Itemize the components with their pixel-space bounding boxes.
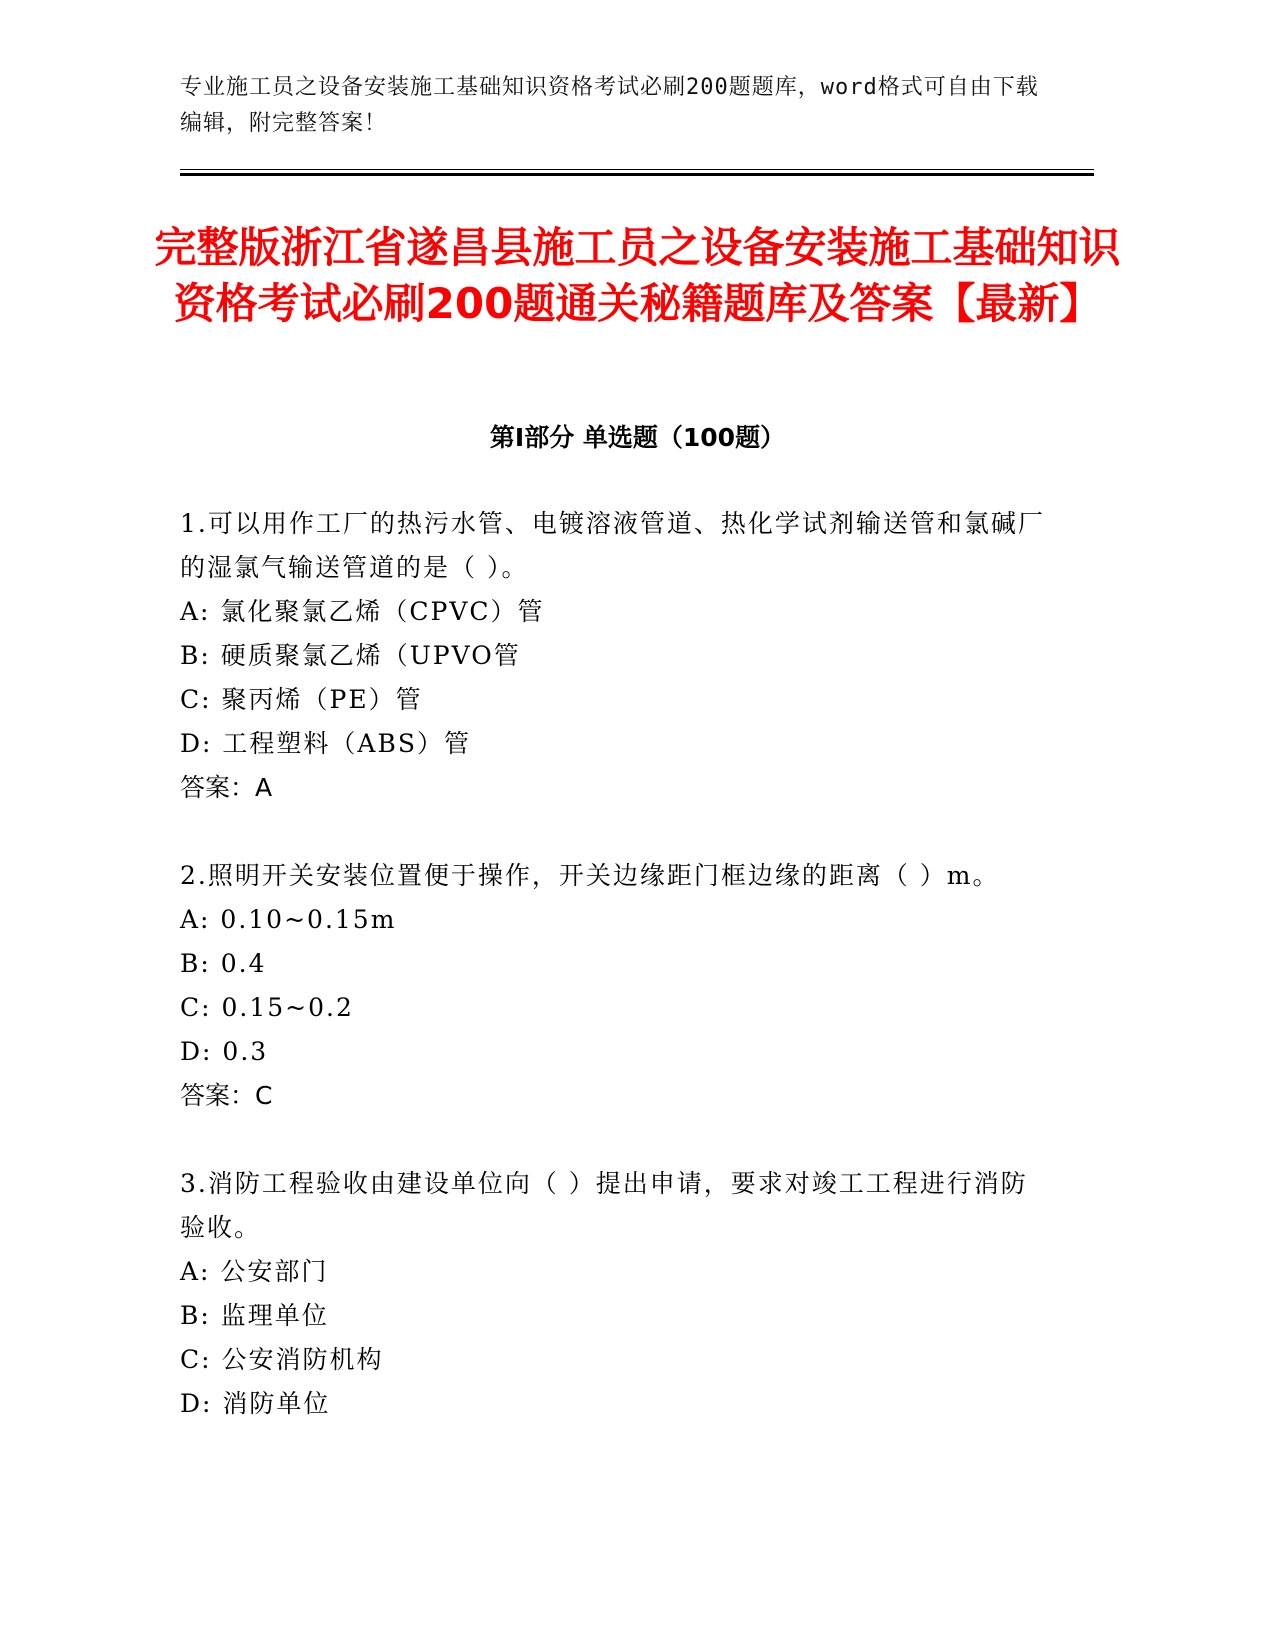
option-b: B: 监理单位 xyxy=(180,1301,329,1330)
question-gap xyxy=(180,810,1050,854)
option-c: C: 公安消防机构 xyxy=(180,1345,384,1374)
document-title: 完整版浙江省遂昌县施工员之设备安装施工基础知识资格考试必刷200题通关秘籍题库及答案【最新】 xyxy=(154,223,1121,328)
question-stem: 2.照明开关安装位置便于操作，开关边缘距门框边缘的距离（ ）m。 xyxy=(180,861,1000,890)
option-a: A: 0.10~0.15m xyxy=(180,905,397,934)
question-3 xyxy=(180,1162,1050,1426)
option-b: B: 硬质聚氯乙烯（UPVO管 xyxy=(180,641,521,670)
option-d: D: 0.3 xyxy=(180,1037,269,1066)
option-b: B: 0.4 xyxy=(180,949,267,978)
answer-line: 答案：C xyxy=(180,1081,273,1110)
option-d: D: 工程塑料（ABS）管 xyxy=(180,729,471,758)
question-stem: 1.可以用作工厂的热污水管、电镀溶液管道、热化学试剂输送管和氯碱厂的湿氯气输送管道的是（ ）。 xyxy=(180,509,1045,582)
header-note: 专业施工员之设备安装施工基础知识资格考试必刷200题题库，word格式可自由下载编辑，附完整答案！ xyxy=(180,75,1039,136)
option-a: A: 氯化聚氯乙烯（CPVC）管 xyxy=(180,597,545,626)
question-list xyxy=(180,502,1050,1426)
answer-line: 答案：A xyxy=(180,773,273,802)
question-gap xyxy=(180,1118,1050,1162)
option-c: C: 0.15~0.2 xyxy=(180,993,354,1022)
question-2 xyxy=(180,854,1050,1162)
section-heading: 第Ⅰ部分 单选题（100题） xyxy=(489,423,786,452)
header-rule-bottom xyxy=(180,173,1094,176)
question-stem: 3.消防工程验收由建设单位向（ ）提出申请，要求对竣工工程进行消防验收。 xyxy=(180,1169,1028,1242)
option-d: D: 消防单位 xyxy=(180,1389,331,1418)
header-rule-top xyxy=(180,169,1094,170)
question-1 xyxy=(180,502,1050,854)
option-c: C: 聚丙烯（PE）管 xyxy=(180,685,423,714)
option-a: A: 公安部门 xyxy=(180,1257,329,1286)
